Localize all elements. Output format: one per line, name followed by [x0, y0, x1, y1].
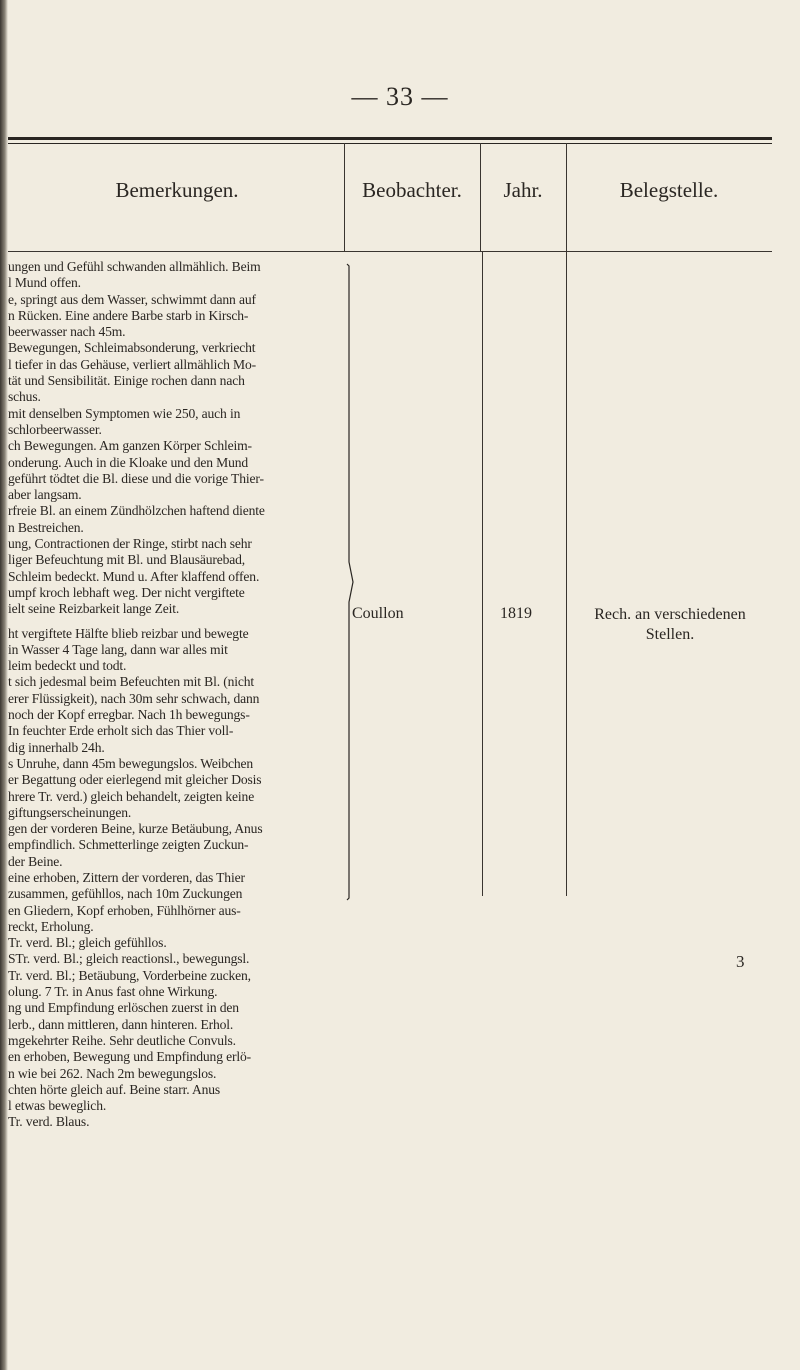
reference-line-1: Rech. an verschiedenen — [594, 606, 746, 623]
remark-line: noch der Kopf erregbar. Nach 1h bewegungs- — [8, 707, 250, 723]
remark-line: en Gliedern, Kopf erhoben, Fühlhörner aus- — [8, 902, 241, 918]
corner-mark: 3 — [736, 952, 745, 971]
remark-line: l tiefer in das Gehäuse, verliert allmählich Mo- — [8, 356, 256, 372]
remark-line: s Unruhe, dann 45m bewegungslos. Weibchen — [8, 755, 254, 771]
reference-line-2: Stellen. — [645, 626, 695, 643]
header-reference: Belegstelle. — [619, 178, 719, 202]
remark-line: Tr. verd. Bl.; gleich gefühllos. — [8, 935, 167, 951]
remark-line: umpf kroch lebhaft weg. Der nicht vergiftete — [8, 584, 245, 600]
remark-line: n wie bei 262. Nach 2m bewegungslos. — [8, 1065, 217, 1081]
remark-line: Bewegungen, Schleimabsonderung, verkriecht — [8, 340, 256, 356]
remark-line: leim bedeckt und todt. — [8, 658, 127, 674]
reference-cell — [570, 605, 770, 645]
page-binding-edge — [0, 0, 8, 1370]
remark-line: schlorbeerwasser. — [8, 421, 102, 437]
remark-line: liger Befeuchtung mit Bl. und Blausäurebad, — [8, 552, 246, 568]
remark-line: giftungserscheinungen. — [8, 804, 132, 820]
remarks-column — [8, 259, 344, 1131]
remark-line: schus. — [8, 389, 41, 405]
remark-line: erer Flüssigkeit), nach 30m sehr schwach, dann — [8, 690, 260, 706]
remark-line: reckt, Erholung. — [8, 918, 94, 934]
remark-line: beerwasser nach 45m. — [8, 324, 126, 340]
remark-line: Tr. verd. Bl.; Betäubung, Vorderbeine zucken, — [8, 967, 251, 983]
remark-line: dig innerhalb 24h. — [8, 739, 105, 755]
remark-line: der Beine. — [8, 853, 63, 869]
remark-line: aber langsam. — [8, 487, 82, 503]
column-divider-observer — [482, 252, 483, 896]
remarks-gap — [8, 618, 344, 626]
remark-line: ng und Empfindung erlöschen zuerst in den — [8, 1000, 239, 1016]
remark-line: hrere Tr. verd.) gleich behandelt, zeigten keine — [8, 788, 255, 804]
remark-line: chten hörte gleich auf. Beine starr. Anus — [8, 1081, 221, 1097]
remark-line: t sich jedesmal beim Befeuchten mit Bl. (nicht — [8, 674, 255, 690]
remark-line: l Mund offen. — [8, 275, 81, 291]
remark-line: lerb., dann mittleren, dann hinteren. Erhol. — [8, 1016, 234, 1032]
remark-line: Schleim bedeckt. Mund u. After klaffend offen. — [8, 568, 260, 584]
remark-line: in Wasser 4 Tage lang, dann war alles mit — [8, 641, 228, 657]
page-number: — 33 — — [351, 82, 449, 111]
remark-line: n Bestreichen. — [8, 519, 84, 535]
header-observer: Beobachter. — [362, 178, 462, 202]
table-top-rule — [8, 137, 772, 140]
remark-line: geführt tödtet die Bl. diese und die vorige Thier- — [8, 470, 264, 486]
remark-line: ch Bewegungen. Am ganzen Körper Schleim- — [8, 438, 252, 454]
remark-line: tät und Sensibilität. Einige rochen dann nach — [8, 373, 245, 389]
remark-line: mit denselben Symptomen wie 250, auch in — [8, 405, 241, 421]
remark-line: rfreie Bl. an einem Zündhölzchen haftend diente — [8, 503, 265, 519]
header-remarks: Bemerkungen. — [115, 178, 239, 202]
remark-line: olung. 7 Tr. in Anus fast ohne Wirkung. — [8, 984, 218, 1000]
remark-line: l etwas beweglich. — [8, 1098, 107, 1114]
grouping-brace — [345, 262, 357, 902]
remark-line: e, springt aus dem Wasser, schwimmt dann auf — [8, 291, 256, 307]
remark-line: zusammen, gefühllos, nach 10m Zuckungen — [8, 886, 243, 902]
column-divider-year — [566, 252, 567, 896]
remark-line: ung, Contractionen der Ringe, stirbt nach sehr — [8, 536, 252, 552]
remark-line: en erhoben, Bewegung und Empfindung erlö- — [8, 1049, 252, 1065]
table-header-bottom-rule — [8, 251, 772, 252]
table-header-rule — [8, 143, 772, 144]
remark-line: ungen und Gefühl schwanden allmählich. Beim — [8, 259, 261, 274]
remark-line: In feuchter Erde erholt sich das Thier voll- — [8, 723, 234, 739]
remark-line: n Rücken. Eine andere Barbe starb in Kirsch- — [8, 307, 249, 323]
remark-line: empfindlich. Schmetterlinge zeigten Zuckun- — [8, 837, 249, 853]
remark-line: er Begattung oder eierlegend mit gleicher Dosis — [8, 772, 262, 788]
observer-cell: Coullon — [352, 605, 404, 622]
remark-line: mgekehrter Reihe. Sehr deutliche Convuls. — [8, 1032, 236, 1048]
remark-line: STr. verd. Bl.; gleich reactionsl., bewegungsl. — [8, 951, 250, 967]
remark-line: gen der vorderen Beine, kurze Betäubung, Anus — [8, 821, 263, 837]
year-cell: 1819 — [500, 605, 532, 622]
header-year: Jahr. — [503, 178, 543, 202]
remark-line: onderung. Auch in die Kloake und den Mund — [8, 454, 249, 470]
remark-line: Tr. verd. Blaus. — [8, 1114, 90, 1130]
remark-line: eine erhoben, Zittern der vorderen, das Thier — [8, 869, 245, 885]
remark-line: ielt seine Reizbarkeit lange Zeit. — [8, 601, 180, 617]
remark-line: ht vergiftete Hälfte blieb reizbar und bewegte — [8, 625, 249, 641]
